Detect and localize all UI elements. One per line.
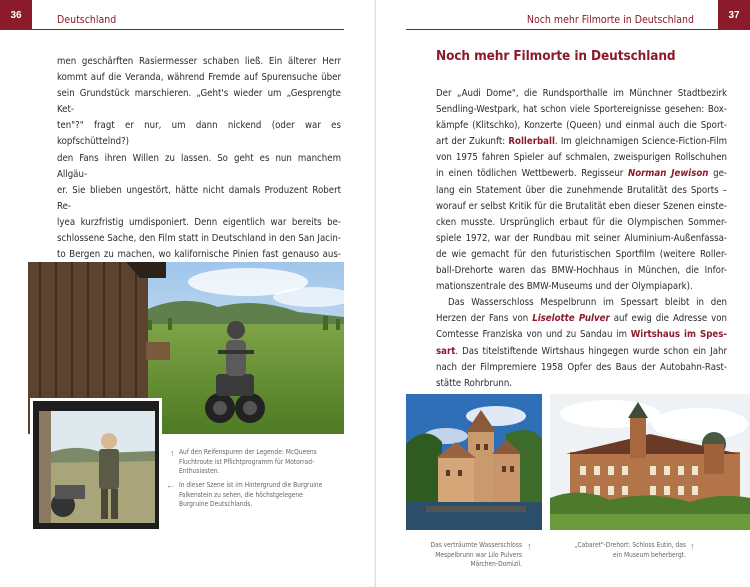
text-line: ten"?" fragt er nur, um dann nickend (oder war es kopfschüttelnd?)	[57, 120, 341, 148]
text-line: ball-Drehorte waren das BMW-Hochhaus in München, die Infor-	[436, 265, 727, 277]
text-run: Herzen der Fans von	[436, 313, 533, 325]
text-line	[436, 327, 727, 343]
mespelbrunn-castle-photo	[406, 394, 542, 530]
section-title: Noch mehr Filmorte in Deutschland	[436, 48, 676, 64]
text-line: to Bergen zu machen, wo kalifornische Pinien fast genauso aus-	[57, 249, 341, 261]
text-run: auf ewig die Adresse von	[609, 313, 727, 325]
text-line: mationszentrale des BMW-Museums und der Olympiapark).	[436, 281, 693, 293]
text-line: spiele 1972, war der Rundbau mit seiner Aluminium-Außenfassa-	[436, 232, 727, 244]
text-line	[436, 166, 727, 182]
film-title: sart	[436, 345, 456, 357]
running-head-left: Deutschland	[57, 14, 117, 26]
text-line: kämpfe (Klitschko), Konzerte (Queen) und einmal auch die Sport-	[436, 120, 727, 132]
person-name: Liselotte Pulver	[532, 313, 610, 325]
text-line: lang ein Statement über die zunehmende Brutalität des Sports –	[436, 184, 727, 196]
running-head-right: Noch mehr Filmorte in Deutschland	[526, 14, 694, 26]
text-line	[436, 134, 727, 150]
text-line	[436, 311, 727, 327]
text-line: den Fans ihren Willen zu lassen. So geht es nun manchem Allgäu-	[57, 152, 341, 180]
text-line: Das Wasserschloss Mespelbrunn im Spessart bleibt in den	[448, 297, 727, 309]
text-line: Der „Audi Dome", die Rundsporthalle im Münchner Stadtbezirk	[436, 88, 727, 99]
caption-soldier: In dieser Szene ist im Hintergrund die Burgruine Falkenstein zu sehen, die höchstgelegene Burgruine Deutschlands.	[179, 481, 323, 509]
caption-up-arrow-icon: ↑	[170, 448, 175, 458]
caption-left-arrow-icon: ←	[166, 480, 175, 490]
page-number-right: 37	[718, 0, 750, 30]
header-rule-left	[0, 29, 344, 30]
text-line: sein Grundstück marschieren. „Geht's wieder um „Gesprengte Ket-	[57, 88, 341, 116]
text-line: schlossene Sache, den Film statt in Deutschland in den San Jacin-	[57, 233, 341, 245]
caption-eutin: „Cabaret"-Drehort: Schloss Eutin, das ein Museum beherbergt.	[574, 541, 686, 559]
text-line: cken musste. Ursprünglich erbaut für die Olympischen Sommer-	[436, 216, 727, 228]
text-run: in einen tödlichen Wettbewerb. Regisseur	[436, 168, 628, 180]
right-body-text	[436, 86, 727, 392]
person-name: Norman Jewison	[627, 168, 709, 180]
text-line: Sendling-Westpark, hat schon viele Sportereignisse gesehen: Box-	[436, 104, 727, 116]
text-line: von 1975 fahren Spieler auf schmalen, zweispurigen Rollschuhen	[436, 152, 727, 164]
text-run: . Im gleichnamigen Science-Fiction-Film	[554, 136, 727, 148]
text-run: Comtesse Franziska von und zu Sandau im	[436, 329, 631, 341]
text-line: worauf er selbst Kritik für die Brutalität eben dieser Szenen einste-	[436, 200, 727, 212]
text-run: art der Zukunft:	[436, 136, 509, 148]
text-line: de wie gemacht für den futuristischen Sportfilm (weitere Roller-	[436, 248, 727, 260]
text-line	[436, 344, 727, 360]
caption-mespelbrunn-up-arrow-icon: ↑	[527, 541, 532, 551]
text-line: lyea kurzfristig umdisponiert. Denn eigentlich war bereits be-	[57, 216, 341, 228]
eutin-castle-photo	[550, 394, 750, 530]
text-line: stätte Rohrbrunn.	[436, 377, 513, 389]
caption-motorcycle: Auf den Reifenspuren der Legende: McQueens Fluchtroute ist Pflichtprogramm für Motorrad-Enthusiasten.	[179, 448, 317, 476]
left-page	[0, 0, 374, 587]
text-line: er. Sie blieben ungestört, hätte nicht damals Produzent Robert Re-	[57, 184, 341, 212]
header-rule-right	[406, 29, 750, 30]
soldier-inset-photo	[30, 398, 162, 532]
text-line: kommt auf die Veranda, während Fremde auf Spurensuche über	[57, 72, 341, 84]
text-line: men geschärften Rasiermesser schaben ließ. Ein älterer Herr	[57, 56, 341, 67]
page-number-left: 36	[0, 0, 32, 30]
caption-eutin-up-arrow-icon: ↑	[690, 541, 695, 551]
right-page	[376, 0, 750, 587]
film-title: Rollerball	[508, 136, 555, 148]
text-run: . Das titelstiftende Wirtshaus hingegen wurde schon ein Jahr	[455, 345, 727, 357]
text-run: ge-	[708, 168, 728, 180]
text-line: nach der Filmpremiere 1958 Opfer des Baus der Autobahn-Rast-	[436, 361, 727, 373]
caption-mespelbrunn: Das verträumte Wasserschloss Mespelbrunn war Lilo Pulvers Märchen-Domizil.	[430, 541, 522, 569]
film-title: Wirtshaus im Spes-	[630, 329, 727, 341]
